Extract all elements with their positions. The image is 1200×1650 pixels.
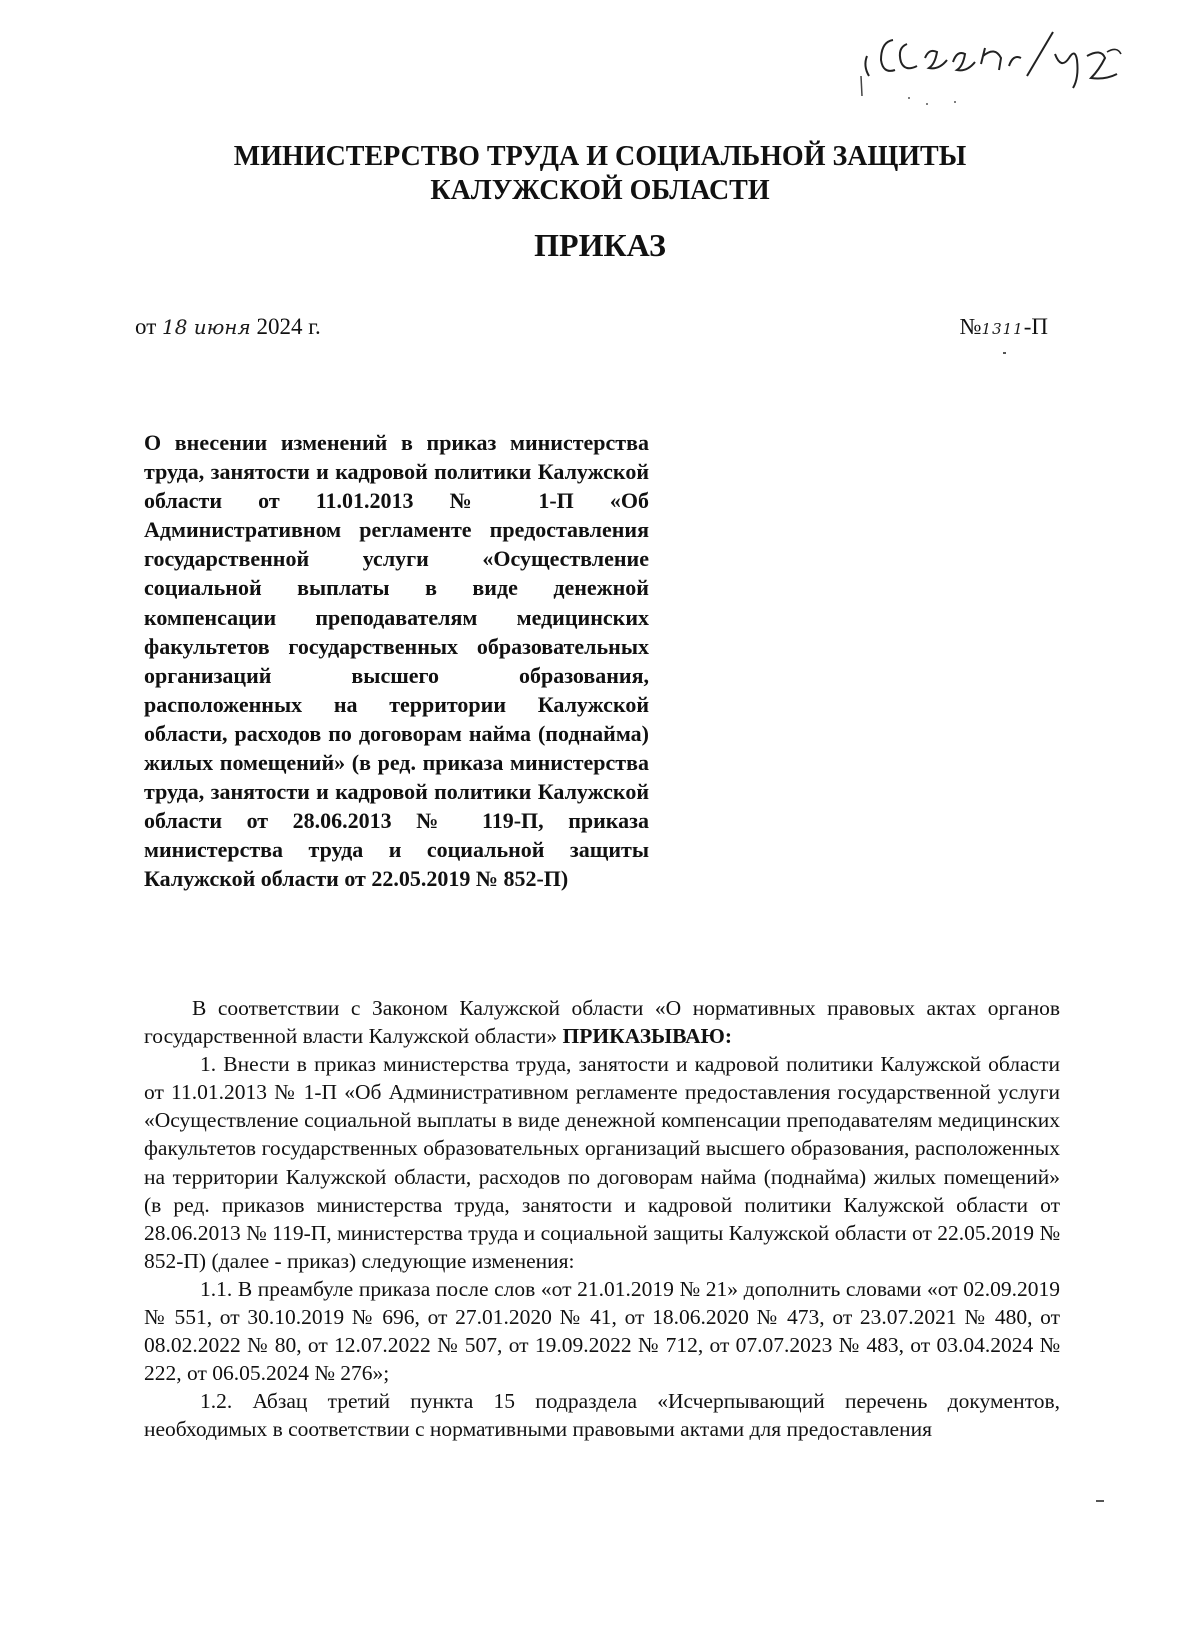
ministry-name-line-1: МИНИСТЕРСТВО ТРУДА И СОЦИАЛЬНОЙ ЗАЩИТЫ (233, 141, 967, 172)
scan-speck (1096, 1500, 1104, 1502)
item-1-2-paragraph: 1.2. Абзац третий пункта 15 подраздела «Исчерпывающий перечень документов, необходимых в соответствии с нормативными правовыми актами для предоставления (144, 1389, 1060, 1442)
preamble-text: В соответствии с Законом Калужской области «О нормативных правовых актах органов государственной власти Калужской области» (144, 996, 1060, 1049)
order-number (960, 313, 1048, 343)
order-title: ПРИКАЗ (534, 227, 666, 263)
order-number-prefix: № (959, 314, 982, 339)
item-1-paragraph: 1. Внести в приказ министерства труда, занятости и кадровой политики Калужской области от 11.01.2013 № 1-П «Об Административном регламенте предоставления государственной услуги «Осуществление социальной выплаты в виде денежной компенсации преподавателям медицинских факультетов государственных образовательных организаций высшего образования, расположенных на территории Калужской области, расходов по договорам найма (поднайма) жилых помещений» (в ред. приказов министерства труда, занятости и кадровой политики Калужской области от 28.06.2013 № 119-П, министерства труда и социальной защиты Калужской области от 22.05.2019 № 852-П) (далее - приказ) следующие изменения: (144, 1052, 1060, 1273)
preamble-command: ПРИКАЗЫВАЮ: (562, 1024, 733, 1049)
order-body (144, 994, 1060, 1444)
item-1-1-paragraph: 1.1. В преамбуле приказа после слов «от 21.01.2019 № 21» дополнить словами «от 02.09.2019 № 551, от 30.10.2019 № 696, от 27.01.2020 № 41, от 18.06.2020 № 473, от 23.07.2021 № 480, от 08.02.2022 № 80, от 12.07.2022 № 507, от 19.09.2022 № 712, от 07.07.2023 № 483, от 03.04.2024 № 222, от 06.05.2024 № 276»; (144, 1276, 1060, 1386)
handwritten-order-number: 1311 (981, 320, 1024, 338)
scan-speck (1003, 352, 1006, 354)
order-subject: О внесении изменений в приказ министерства труда, занятости и кадровой политики Калужской области от 11.01.2013 № 1-П «Об Административном регламенте предоставления государственной услуги «Осуществление социальной выплаты в виде денежной компенсации преподавателям медицинских факультетов государственных образовательных организаций высшего образования, расположенных на территории Калужской области, расходов по договорам найма (поднайма) жилых помещений» (в ред. приказа министерства труда, занятости и кадровой политики Калужской области от 28.06.2013 № 119-П, приказа министерства труда и социальной защиты Калужской области от 22.05.2019 № 852-П) (144, 430, 649, 892)
order-date (135, 313, 321, 341)
preamble-paragraph (144, 994, 1060, 1050)
handwritten-date: 18 июня (162, 315, 251, 339)
handwritten-resolution-note (855, 18, 1155, 118)
order-number-suffix: -П (1023, 314, 1048, 339)
date-prefix: от (135, 314, 157, 339)
date-year: 2024 г. (256, 314, 321, 339)
ministry-name (140, 140, 1060, 208)
ministry-name-line-2: КАЛУЖСКОЙ ОБЛАСТИ (430, 175, 770, 206)
